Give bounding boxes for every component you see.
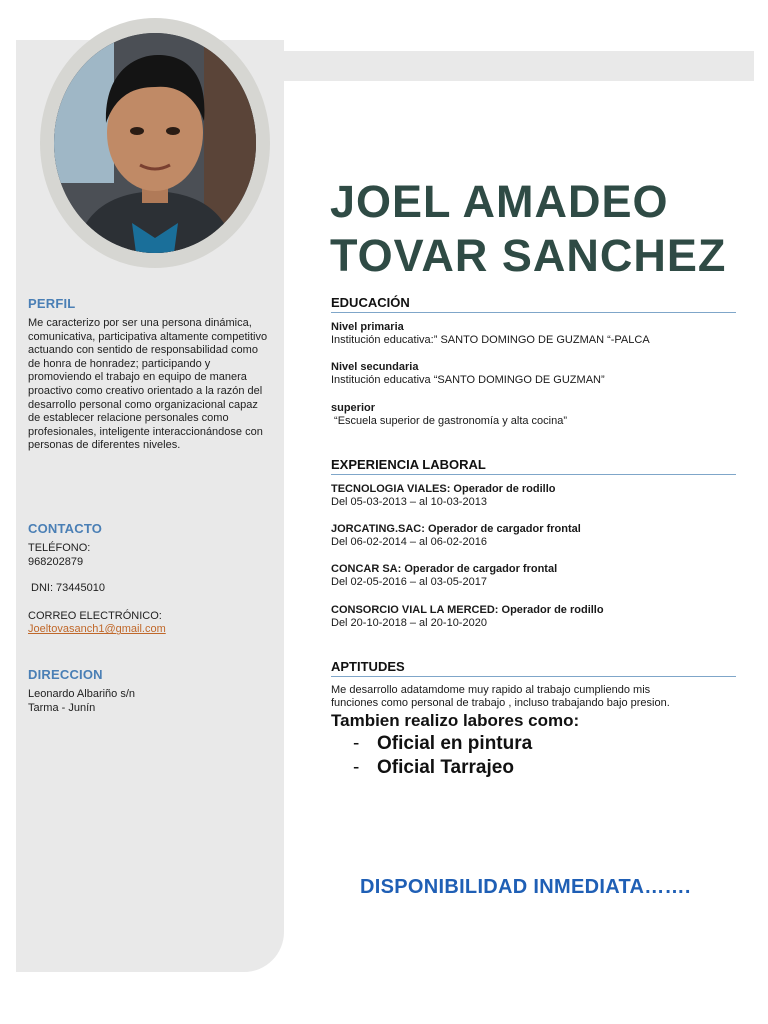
profile-heading: PERFIL — [28, 296, 76, 311]
skills-bullet — [353, 757, 514, 779]
profile-photo — [54, 33, 256, 253]
address-line-2: Tarma - Junín — [28, 701, 96, 714]
skills-heading: APTITUDES — [331, 659, 736, 677]
skills-line-1: Me desarrollo adatamdome muy rapido al trabajo cumpliendo mis — [331, 684, 651, 696]
education-detail: “Escuela superior de gastronomía y alta cocina” — [331, 415, 568, 427]
experience-dates: Del 02-05-2016 – al 03-05-2017 — [331, 576, 487, 588]
education-title: Nivel secundaria — [331, 361, 419, 373]
experience-company: JORCATING.SAC: — [331, 523, 425, 535]
contact-section — [28, 521, 268, 637]
education-title: Nivel primaria — [331, 321, 404, 333]
skills-also: Tambien realizo labores como: — [331, 711, 580, 730]
experience-item — [331, 563, 741, 589]
experience-item — [331, 523, 741, 549]
address-line-1: Leonardo Albariño s/n — [28, 688, 136, 700]
education-detail: Institución educativa:” SANTO DOMINGO DE GUZMAN “-PALCA — [331, 334, 650, 346]
email-label: CORREO ELECTRÓNICO: — [28, 609, 162, 622]
education-detail: Institución educativa “SANTO DOMINGO DE GUZMAN” — [331, 374, 605, 386]
skills-line-2: funciones como personal de trabajo , incluso trabajando bajo presion. — [331, 697, 670, 709]
experience-company: CONSORCIO VIAL LA MERCED: — [331, 604, 499, 616]
skills-text — [331, 684, 741, 710]
experience-role: Operador de cargador frontal — [424, 523, 581, 535]
address-heading: DIRECCION — [28, 667, 103, 682]
experience-company: CONCAR SA: — [331, 563, 402, 575]
name-line-2: TOVAR SANCHEZ — [330, 230, 727, 281]
name-line-1: JOEL AMADEO — [330, 176, 669, 227]
education-item — [331, 361, 741, 387]
experience-company: TECNOLOGIA VIALES: — [331, 483, 451, 495]
experience-role: Operador de rodillo — [498, 604, 604, 616]
email-link[interactable]: Joeltovasanch1@gmail.com — [28, 623, 166, 636]
experience-dates: Del 05-03-2013 – al 10-03-2013 — [331, 496, 487, 508]
education-title: superior — [331, 402, 376, 414]
candidate-name — [330, 175, 750, 283]
contact-heading: CONTACTO — [28, 521, 103, 536]
experience-item — [331, 483, 741, 509]
education-heading: EDUCACIÓN — [331, 295, 736, 313]
bullet-dash: - — [353, 757, 360, 778]
experience-heading: EXPERIENCIA LABORAL — [331, 457, 736, 475]
experience-dates: Del 06-02-2014 – al 06-02-2016 — [331, 536, 487, 548]
experience-role: Operador de rodillo — [450, 483, 556, 495]
bullet-dash: - — [353, 733, 360, 754]
bullet-text: Oficial en pintura — [377, 733, 533, 754]
phone-label: TELÉFONO: — [28, 542, 91, 554]
availability-banner: DISPONIBILIDAD INMEDIATA……. — [360, 876, 691, 898]
header-band — [250, 51, 754, 81]
dni-value: DNI: 73445010 — [31, 582, 105, 595]
education-item — [331, 402, 741, 428]
bullet-text: Oficial Tarrajeo — [377, 757, 514, 778]
experience-role: Operador de cargador frontal — [401, 563, 558, 575]
phone-value: 968202879 — [28, 555, 84, 568]
portrait-image — [54, 33, 256, 253]
experience-dates: Del 20-10-2018 – al 20-10-2020 — [331, 617, 487, 629]
profile-text: Me caracterizo por ser una persona dinámica, comunicativa, participativa altamente competitivo actuando con sentido de responsabilidad como de honra de honradez; participando y promoviendo el trabajo en equipo de manera proactivo como creativo orientado a la razón del desarrollo personal como organizacional capaz de establecer relacione personales como profesionales, inteligente interaccionándose con personas de diferentes niveles. — [28, 317, 268, 452]
education-item — [331, 321, 741, 347]
profile-section — [28, 296, 268, 453]
skills-bullet — [353, 733, 532, 755]
experience-item — [331, 604, 741, 630]
address-section — [28, 667, 268, 715]
